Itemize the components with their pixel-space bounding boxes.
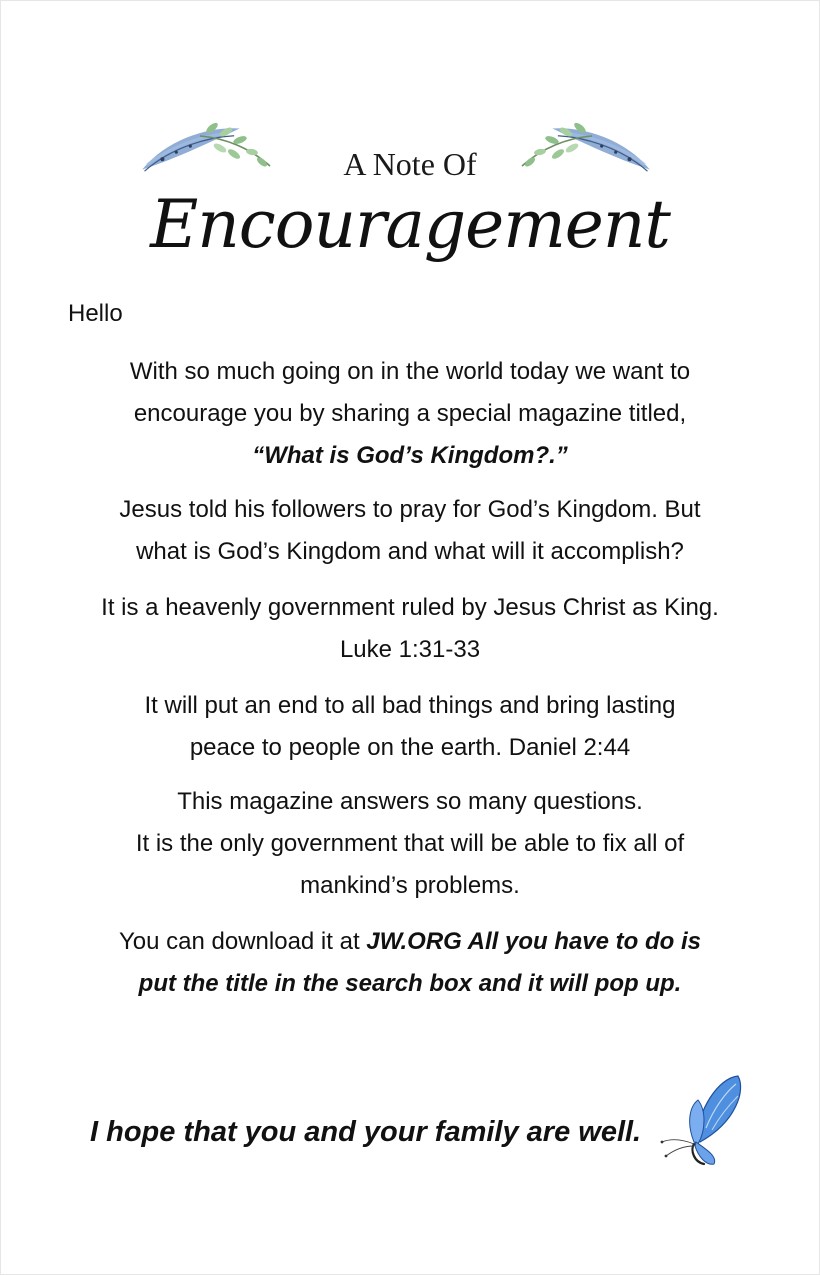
header-title: A Note Of xyxy=(343,146,477,182)
scripture-reference: Luke 1:31-33 xyxy=(339,636,481,663)
paragraph-line xyxy=(40,921,780,963)
paragraph-download xyxy=(40,921,780,1005)
paragraph-heavenly-government xyxy=(40,587,780,671)
paragraph-end-bad-things xyxy=(40,685,780,769)
paragraph-line: This magazine answers so many questions. xyxy=(177,788,643,815)
download-lead-text: You can download it at xyxy=(118,928,367,955)
paragraph-line: what is God’s Kingdom and what will it accomplish? xyxy=(136,538,684,565)
paragraph-line: It is a heavenly government ruled by Jesus Christ as King. xyxy=(101,594,719,621)
paragraph-line: peace to people on the earth. Daniel 2:44 xyxy=(189,734,631,761)
closing-message: I hope that you and your family are well. xyxy=(90,1116,642,1148)
paragraph-intro xyxy=(40,351,780,477)
header-script-title: Encouragement xyxy=(150,186,670,263)
download-instructions-continued: put the title in the search box and it will pop up. xyxy=(138,970,682,997)
paragraph-magazine-answers xyxy=(40,781,780,907)
magazine-title: “What is God’s Kingdom?.” xyxy=(252,442,568,469)
paragraph-kingdom-question xyxy=(40,489,780,573)
paragraph-line: mankind’s problems. xyxy=(300,872,520,899)
butterfly-icon xyxy=(648,1070,748,1170)
download-instructions: JW.ORG All you have to do is xyxy=(366,928,701,955)
paragraph-line: Jesus told his followers to pray for God’s Kingdom. But xyxy=(119,496,701,523)
paragraph-line: encourage you by sharing a special magazine titled, xyxy=(133,400,687,427)
paragraph-line: It will put an end to all bad things and bring lasting xyxy=(144,692,676,719)
paragraph-line: With so much going on in the world today we want to xyxy=(129,358,691,385)
paragraph-line: It is the only government that will be able to fix all of xyxy=(135,830,685,857)
greeting: Hello xyxy=(68,300,123,327)
